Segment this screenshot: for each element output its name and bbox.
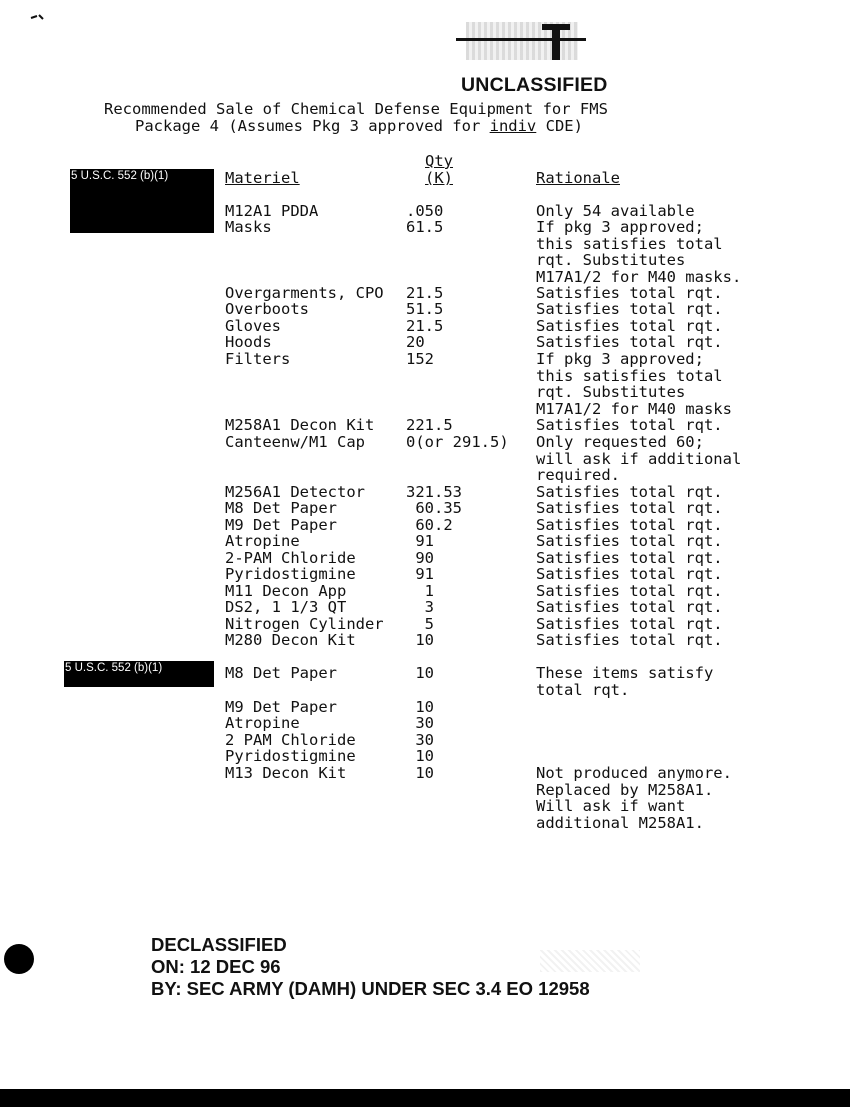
row-qty: 5 [406,615,434,633]
row-materiel: 2-PAM Chloride [225,549,356,567]
row-qty: 221.5 [406,416,453,434]
row-rationale: If pkg 3 approved; this satisfies total rqt. Substitutes M17A1/2 for M40 masks [536,350,732,418]
row-materiel: Atropine [225,714,300,732]
row-qty: 10 [406,664,434,682]
redaction-block-1: 5 U.S.C. 552 (b)(1) [70,169,214,233]
declassified-authority: BY: SEC ARMY (DAMH) UNDER SEC 3.4 EO 12958 [151,978,590,999]
underlined-word: indiv [489,117,537,135]
row-rationale: Satisfies total rqt. [536,516,723,534]
row-rationale: Satisfies total rqt. [536,416,723,434]
row-rationale: Satisfies total rqt. [536,582,723,600]
row-rationale: Satisfies total rqt. [536,333,723,351]
row-materiel: M8 Det Paper [225,664,337,682]
row-rationale: Satisfies total rqt. [536,549,723,567]
row-qty: 21.5 [406,317,444,335]
row-qty: 10 [406,764,434,782]
row-materiel: Pyridostigmine [225,565,356,583]
row-rationale: Satisfies total rqt. [536,317,723,335]
redaction-block-2: 5 U.S.C. 552 (b)(1) [64,661,214,687]
row-rationale: Satisfies total rqt. [536,284,723,302]
row-qty: 152 [406,350,434,368]
binder-hole-mark [4,944,34,974]
header-materiel: Materiel [225,169,300,187]
row-qty: 321.53 [406,483,462,501]
row-qty: 1 [406,582,434,600]
row-qty: 51.5 [406,300,444,318]
row-qty: 30 [406,731,434,749]
row-rationale: Satisfies total rqt. [536,532,723,550]
row-rationale: Satisfies total rqt. [536,565,723,583]
row-rationale: Satisfies total rqt. [536,598,723,616]
row-rationale: Satisfies total rqt. [536,615,723,633]
row-qty: 61.5 [406,218,444,236]
document-title-line-2: Package 4 (Assumes Pkg 3 approved for indiv CDE) [135,117,583,135]
row-rationale: Not produced anymore. Replaced by M258A1. Will ask if want additional M258A1. [536,764,732,832]
classification-marking: UNCLASSIFIED [461,74,608,96]
row-materiel: M9 Det Paper [225,698,337,716]
scan-bottom-edge [0,1089,850,1107]
scan-smudge [540,950,640,972]
row-materiel: Masks [225,218,272,236]
row-materiel: DS2, 1 1/3 QT [225,598,347,616]
row-rationale: Satisfies total rqt. [536,631,723,649]
row-qty: 10 [406,698,434,716]
row-materiel: M12A1 PDDA [225,202,319,220]
row-materiel: Canteenw/M1 Cap [225,433,365,451]
row-materiel: Atropine [225,532,300,550]
row-qty: 20 [406,333,425,351]
row-qty: .050 [406,202,444,220]
row-materiel: 2 PAM Chloride [225,731,356,749]
declassification-block [151,934,590,1000]
row-materiel: Gloves [225,317,281,335]
row-materiel: M9 Det Paper [225,516,337,534]
row-qty: 60.35 [406,499,462,517]
row-materiel: Hoods [225,333,272,351]
header-qty-unit: (K) [425,169,453,187]
row-rationale: Only 54 available [536,202,695,220]
row-rationale: Satisfies total rqt. [536,483,723,501]
scan-corner-mark [30,6,50,12]
header-rationale: Rationale [536,169,620,187]
row-materiel: Pyridostigmine [225,747,356,765]
row-rationale: Satisfies total rqt. [536,300,723,318]
row-materiel: M256A1 Detector [225,483,365,501]
row-rationale: These items satisfy total rqt. [536,664,714,699]
row-materiel: M258A1 Decon Kit [225,416,375,434]
row-rationale: Satisfies total rqt. [536,499,723,517]
classification-stamp-obscured [456,22,586,62]
row-qty: 10 [406,747,434,765]
declassified-label: DECLASSIFIED [151,934,287,955]
row-qty: 0(or 291.5) [406,433,509,451]
header-qty: Qty [425,152,453,170]
declassified-date: ON: 12 DEC 96 [151,956,281,977]
row-materiel: M11 Decon App [225,582,347,600]
row-qty: 21.5 [406,284,444,302]
row-qty: 90 [406,549,434,567]
row-rationale: If pkg 3 approved; this satisfies total rqt. Substitutes M17A1/2 for M40 masks. [536,218,742,286]
row-materiel: Overboots [225,300,309,318]
row-rationale: Only requested 60; will ask if additional required. [536,433,742,484]
row-qty: 60.2 [406,516,453,534]
row-qty: 10 [406,631,434,649]
row-materiel: Filters [225,350,291,368]
row-qty: 91 [406,532,434,550]
row-qty: 3 [406,598,434,616]
document-title-line-1: Recommended Sale of Chemical Defense Equipment for FMS [104,100,608,118]
row-materiel: M13 Decon Kit [225,764,347,782]
row-materiel: M8 Det Paper [225,499,337,517]
row-qty: 91 [406,565,434,583]
row-materiel: M280 Decon Kit [225,631,356,649]
row-materiel: Nitrogen Cylinder [225,615,384,633]
row-materiel: Overgarments, CPO [225,284,384,302]
row-qty: 30 [406,714,434,732]
